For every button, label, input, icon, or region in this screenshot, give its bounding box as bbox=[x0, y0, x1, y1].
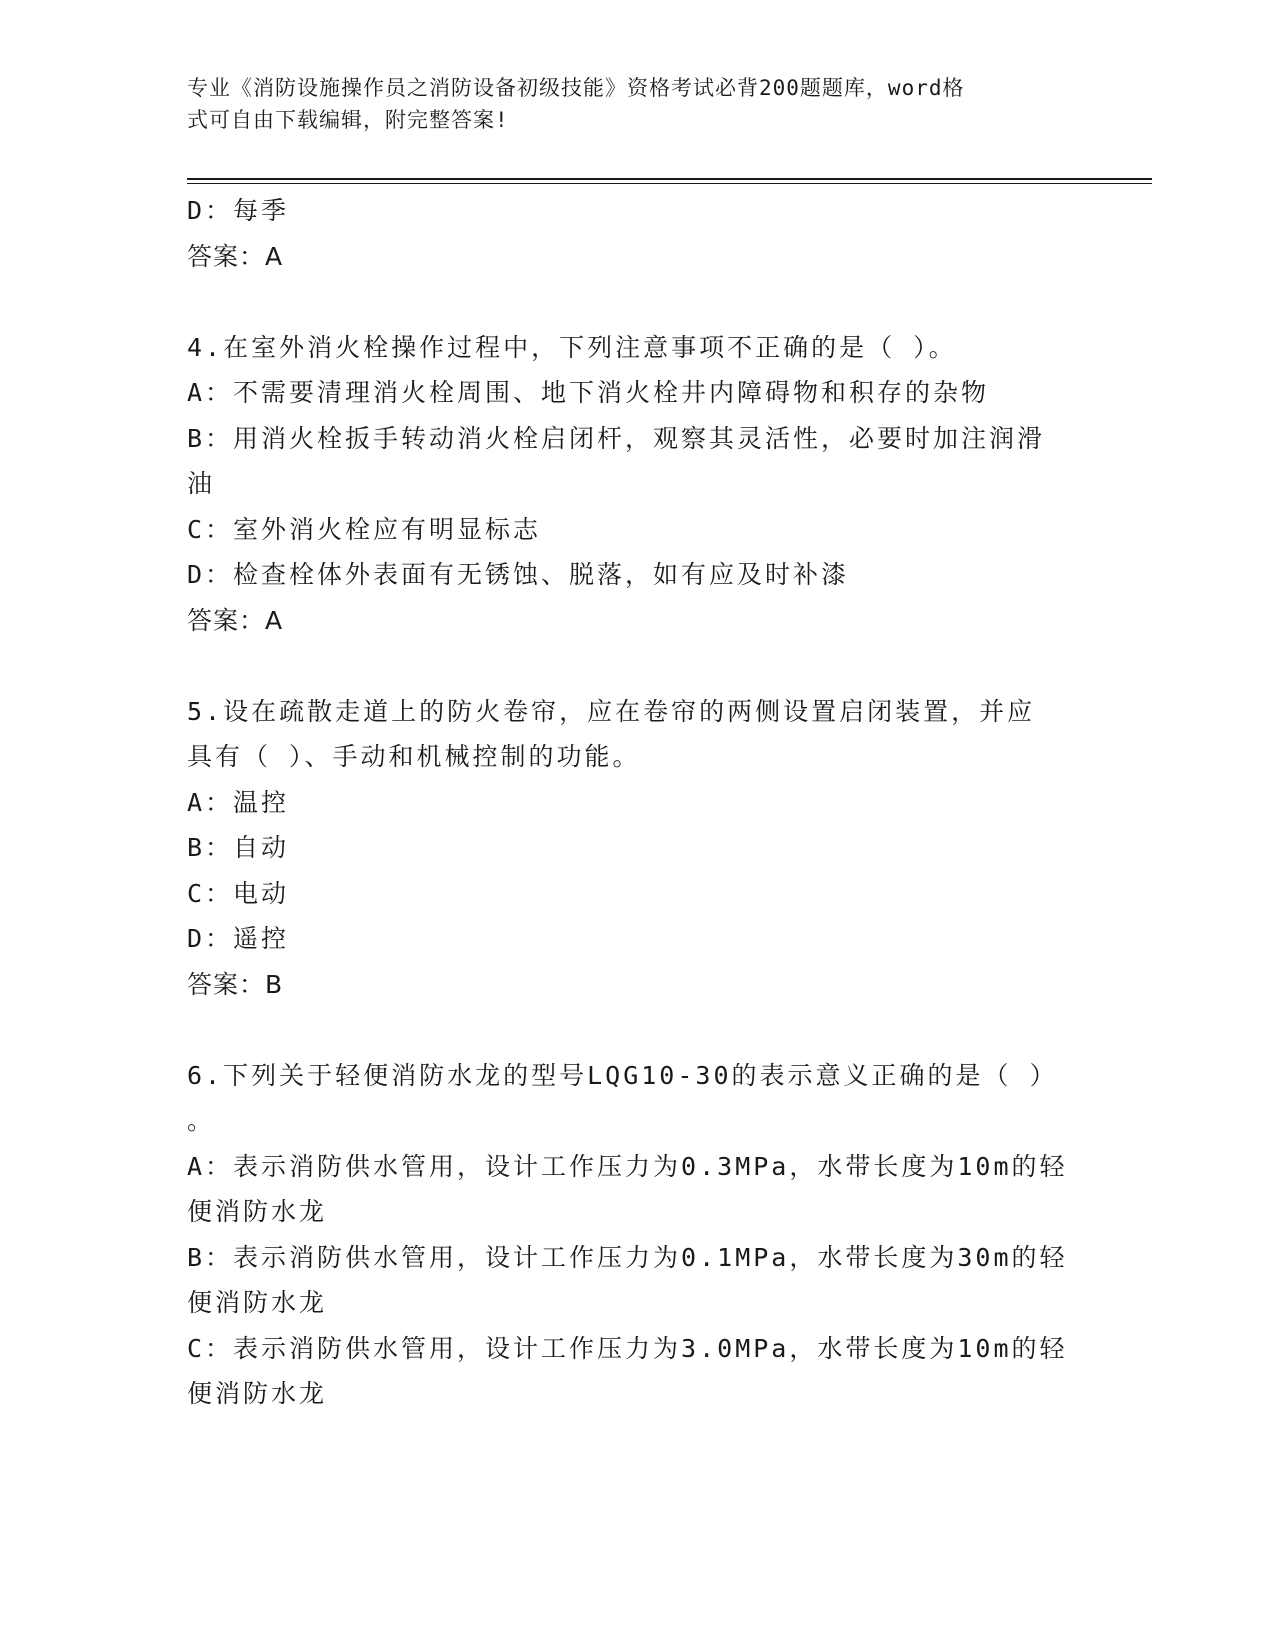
question-5 bbox=[187, 689, 1087, 1008]
option-c: C：电动 bbox=[187, 878, 290, 908]
question-stem: 6.下列关于轻便消防水龙的型号LQG10-30的表示意义正确的是（ ） bbox=[187, 1060, 1058, 1090]
header-divider-thin bbox=[187, 183, 1152, 184]
spacer bbox=[187, 279, 1087, 325]
answer-label: 答案：A bbox=[187, 241, 284, 271]
question-6 bbox=[187, 1053, 1087, 1417]
header-title-line-2: 式可自由下载编辑，附完整答案! bbox=[187, 108, 509, 132]
option-c-continued: 便消防水龙 bbox=[187, 1379, 328, 1408]
spacer bbox=[187, 643, 1087, 689]
question-stem: 4.在室外消火栓操作过程中，下列注意事项不正确的是（ ）。 bbox=[187, 332, 957, 362]
spacer bbox=[187, 1007, 1087, 1053]
question-stem-continued: 。 bbox=[187, 1106, 216, 1135]
option-b-continued: 油 bbox=[187, 469, 216, 498]
header-divider-thick bbox=[187, 178, 1152, 180]
option-a-continued: 便消防水龙 bbox=[187, 1197, 328, 1226]
option-d: D：遥控 bbox=[187, 924, 290, 953]
option-b: B：自动 bbox=[187, 833, 290, 862]
option-a: A：不需要清理消火栓周围、地下消火栓井内障碍物和积存的杂物 bbox=[187, 378, 990, 407]
option-a: A：表示消防供水管用，设计工作压力为0.3MPa，水带长度为10m的轻 bbox=[187, 1151, 1068, 1181]
option-c: C：表示消防供水管用，设计工作压力为3.0MPa，水带长度为10m的轻 bbox=[187, 1333, 1068, 1363]
option-b: B：表示消防供水管用，设计工作压力为0.1MPa，水带长度为30m的轻 bbox=[187, 1242, 1068, 1272]
question-content bbox=[187, 188, 1087, 1417]
question-stem: 5.设在疏散走道上的防火卷帘，应在卷帘的两侧设置启闭装置，并应 bbox=[187, 696, 1036, 726]
header-title-line-1: 专业《消防设施操作员之消防设备初级技能》资格考试必背200题题库，word格 bbox=[187, 76, 965, 100]
option-d: D：每季 bbox=[187, 196, 290, 225]
option-a: A：温控 bbox=[187, 787, 290, 817]
option-b: B：用消火栓扳手转动消火栓启闭杆，观察其灵活性，必要时加注润滑 bbox=[187, 423, 1046, 453]
question-stem-continued: 具有（ ）、手动和机械控制的功能。 bbox=[187, 742, 641, 771]
option-d: D：检查栓体外表面有无锈蚀、脱落，如有应及时补漆 bbox=[187, 560, 850, 589]
question-4 bbox=[187, 325, 1087, 644]
document-header bbox=[187, 72, 1067, 136]
option-c: C：室外消火栓应有明显标志 bbox=[187, 514, 542, 544]
question-3-tail bbox=[187, 188, 1087, 279]
answer-label: 答案：B bbox=[187, 969, 284, 999]
answer-label: 答案：A bbox=[187, 605, 284, 635]
option-b-continued: 便消防水龙 bbox=[187, 1288, 328, 1317]
